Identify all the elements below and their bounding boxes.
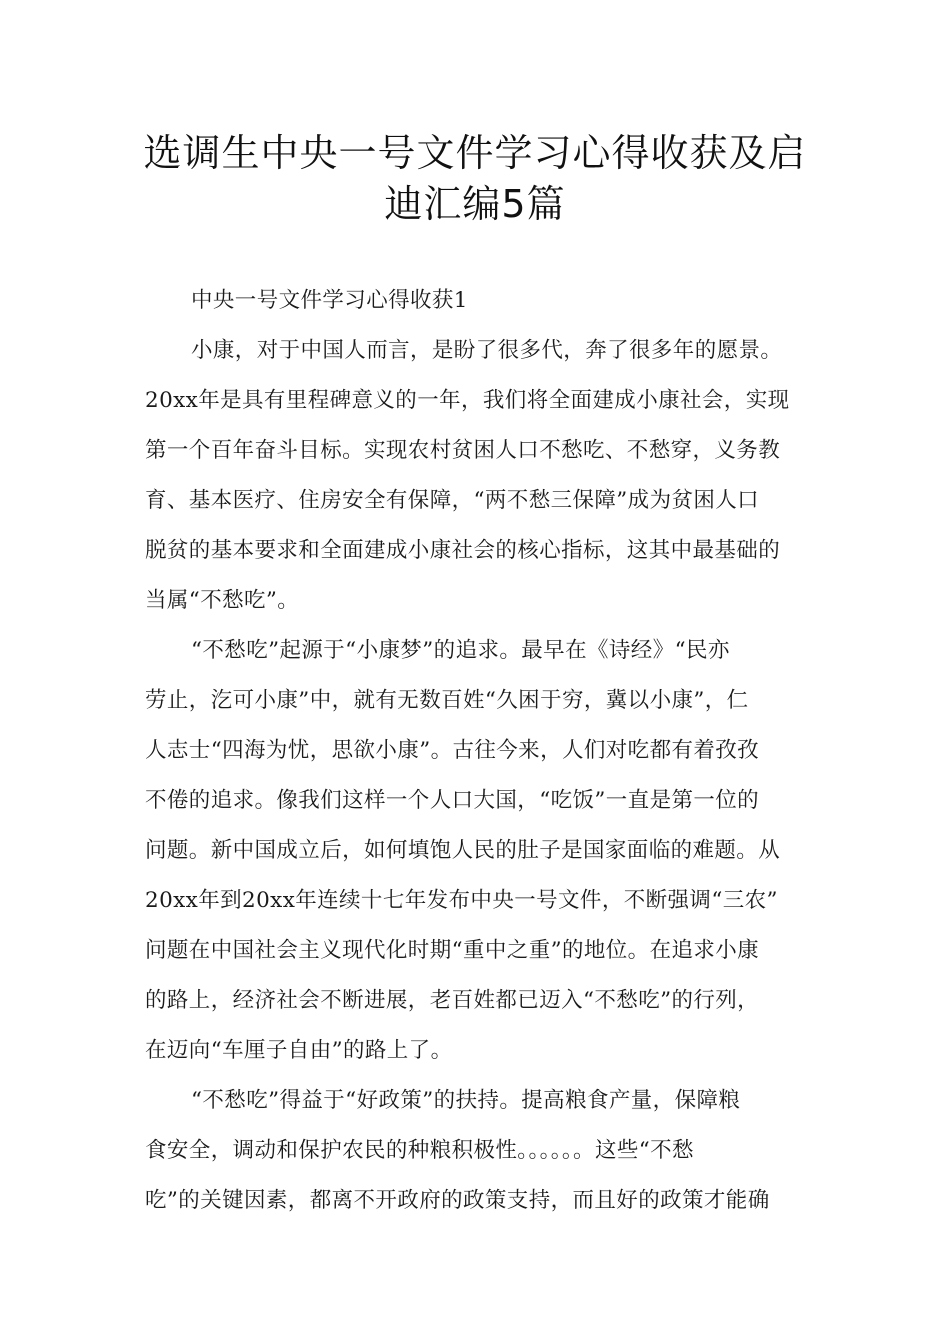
text-line: 在迈向“车厘子自由”的路上了。 xyxy=(145,1038,453,1063)
text-line: 问题。新中国成立后，如何填饱人民的肚子是国家面临的难题。从 xyxy=(145,838,781,863)
text-line: 问题在中国社会主义现代化时期“重中之重”的地位。在追求小康 xyxy=(145,938,760,963)
text-line: 育、基本医疗、住房安全有保障，“两不愁三保障”成为贫困人口 xyxy=(145,488,760,513)
text-line: 20xx年是具有里程碑意义的一年，我们将全面建成小康社会，实现 xyxy=(145,388,790,413)
text-line: 劳止，汔可小康”中，就有无数百姓“久困于穷，冀以小康”，仁 xyxy=(145,688,749,713)
text-line: 第一个百年奋斗目标。实现农村贫困人口不愁吃、不愁穿，义务教 xyxy=(145,438,781,463)
title-line-1: 选调生中央一号文件学习心得收获及启 xyxy=(143,131,807,175)
document-title xyxy=(100,128,850,230)
text-line: 食安全，调动和保护农民的种粮积极性。。。。。。这些“不愁 xyxy=(145,1138,694,1163)
text-line: 小康，对于中国人而言，是盼了很多代，奔了很多年的愿景。 xyxy=(191,338,783,363)
text-line: “不愁吃”得益于“好政策”的扶持。提高粮食产量，保障粮 xyxy=(191,1088,741,1113)
text-line: “不愁吃”起源于“小康梦”的追求。最早在《诗经》“民亦 xyxy=(191,638,730,663)
document-body xyxy=(145,276,810,1226)
text-line: 吃”的关键因素，都离不开政府的政策支持，而且好的政策才能确 xyxy=(145,1188,770,1213)
title-line-2: 迪汇编5篇 xyxy=(384,182,566,226)
text-line: 脱贫的基本要求和全面建成小康社会的核心指标，这其中最基础的 xyxy=(145,538,781,563)
text-line: 人志士“四海为忧，思欲小康”。古往今来，人们对吃都有着孜孜 xyxy=(145,738,760,763)
text-line: 的路上，经济社会不断进展，老百姓都已迈入“不愁吃”的行列， xyxy=(145,988,760,1013)
text-line: 20xx年到20xx年连续十七年发布中央一号文件，不断强调“三农” xyxy=(145,888,778,913)
section-heading: 中央一号文件学习心得收获1 xyxy=(191,288,468,313)
text-line: 不倦的追求。像我们这样一个人口大国，“吃饭”一直是第一位的 xyxy=(145,788,760,813)
text-line: 当属“不愁吃”。 xyxy=(145,588,300,613)
